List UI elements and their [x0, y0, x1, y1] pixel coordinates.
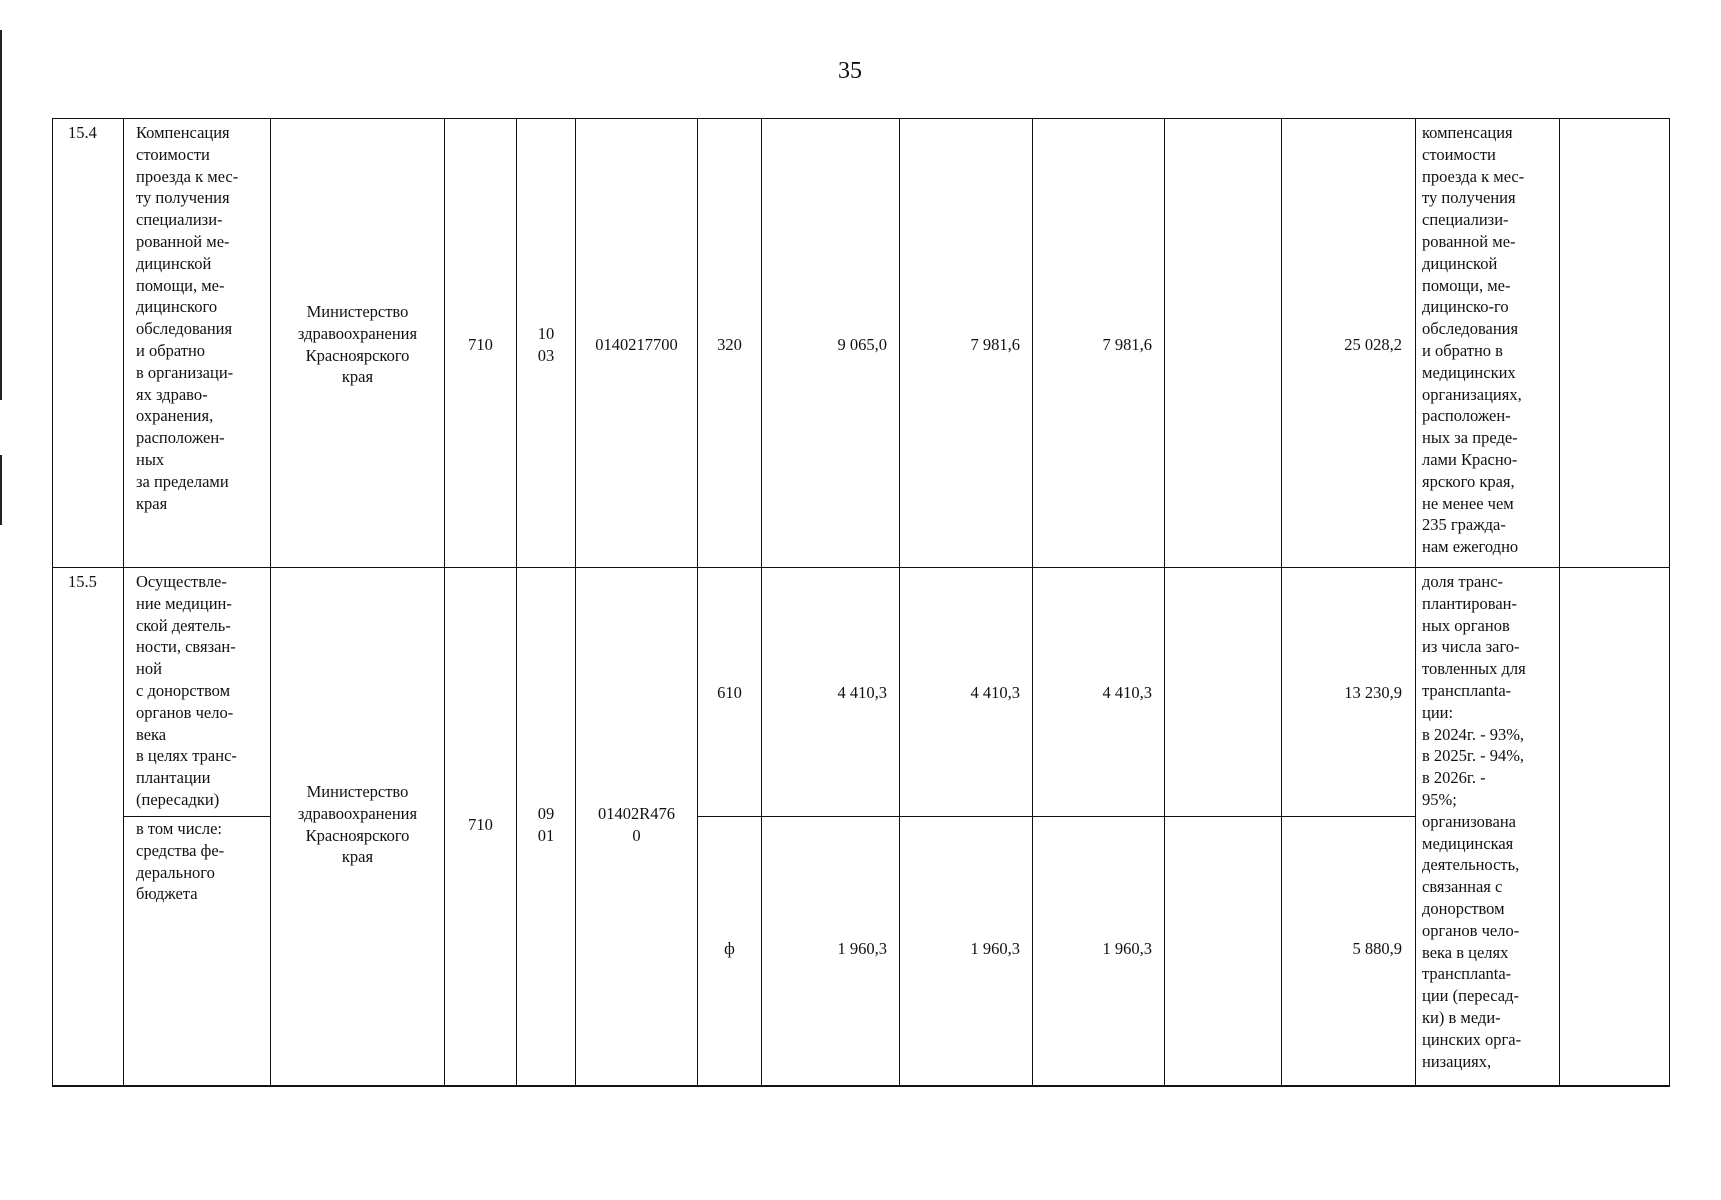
measure-name — [136, 122, 268, 514]
cell-text-line: (пересадки) — [136, 789, 220, 809]
col-border — [270, 118, 271, 1086]
cell-text-line: специализи- — [136, 210, 223, 230]
cell-text-line: Красноярского — [305, 825, 410, 845]
col-border — [575, 118, 576, 1086]
cell-text-line: рованной ме- — [136, 231, 230, 251]
vr-code: 320 — [717, 335, 742, 354]
cell-text-line: деятельность, — [1422, 855, 1520, 875]
cell-text-line: компенсация — [1422, 123, 1513, 142]
cell-text-line: рованной ме- — [1422, 231, 1516, 251]
cell-text-line: 09 — [537, 804, 555, 823]
cell-text-line: трансплanta- — [1422, 680, 1512, 700]
cell-text-line: помощи, ме- — [1422, 275, 1511, 295]
cell-text-line: в том числе: — [136, 819, 223, 838]
cell-text-line: дицинско-го — [1422, 297, 1509, 317]
cell-text-line: за пределами — [136, 471, 229, 491]
expected-result — [1422, 571, 1559, 1084]
cell-text-line: товленных для — [1422, 659, 1526, 679]
rzpr-code — [517, 323, 575, 367]
cell-text-line: ту получения — [1422, 188, 1516, 208]
cell-text-line: ных — [136, 449, 165, 469]
scan-edge — [0, 455, 2, 525]
cell-text-line: низациях, — [1422, 1051, 1492, 1071]
cell-text-line: дицинской — [1422, 253, 1498, 273]
cell-text-line: ние медицин- — [136, 593, 232, 613]
cell-text-line: в 2025г. - 94%, — [1422, 746, 1525, 766]
cell-text-line: ях здраво- — [136, 384, 208, 404]
cell-text-line: и обратно в — [1422, 340, 1503, 360]
cell-text-line: века — [136, 724, 167, 744]
measure-sub-name — [136, 818, 268, 905]
col-border — [1415, 118, 1416, 1086]
cell-text-line: 10 — [537, 324, 555, 343]
cell-text-line: медицинских — [1422, 362, 1516, 382]
cell-text-line: края — [341, 847, 374, 867]
scan-edge — [0, 30, 2, 400]
ministry — [271, 301, 444, 388]
sub-value-2024: 1 960,3 — [837, 939, 887, 958]
value-2026: 4 410,3 — [1102, 683, 1152, 702]
cell-text-line: века в целях — [1422, 942, 1509, 962]
cell-text-line: в целях транс- — [136, 746, 237, 766]
col-border — [52, 118, 53, 1086]
cell-text-line: специализи- — [1422, 210, 1509, 230]
cell-text-line: в 2024г. - 93%, — [1422, 724, 1525, 744]
value-2025: 7 981,6 — [970, 335, 1020, 354]
cell-text-line: органов чело- — [1422, 920, 1520, 940]
cell-text-line: 01 — [537, 825, 555, 845]
col-border — [123, 118, 124, 1086]
row-number: 15.4 — [68, 123, 97, 142]
cell-text-line: ярского края, — [1422, 471, 1515, 491]
cell-text-line: плантации — [136, 768, 211, 788]
cell-text-line: организациях, — [1422, 384, 1522, 404]
cell-text-line: дицинской — [136, 253, 212, 273]
cell-text-line: Осуществле- — [136, 572, 227, 591]
cell-text-line: донорством — [1422, 898, 1505, 918]
cell-text-line: обследования — [136, 319, 233, 339]
measure-name — [136, 571, 268, 811]
csr-code: 0140217700 — [595, 335, 678, 354]
vr-code: 610 — [717, 683, 742, 702]
value-2024: 4 410,3 — [837, 683, 887, 702]
ministry — [271, 781, 444, 868]
cell-text-line: здравоохранения — [297, 323, 418, 343]
sub-value-2025: 1 960,3 — [970, 939, 1020, 958]
rzpr-code — [517, 803, 575, 847]
cell-text-line: в организаци- — [136, 362, 234, 382]
cell-text-line: дерального — [136, 862, 215, 882]
row-separator — [52, 567, 1670, 568]
cell-text-line: 235 гражда- — [1422, 515, 1506, 535]
cell-text-line: здравоохранения — [297, 803, 418, 823]
col-border — [1559, 118, 1560, 1086]
col-border — [1669, 118, 1670, 1086]
cell-text-line: плантирован- — [1422, 593, 1517, 613]
cell-text-line: стоимости — [136, 144, 210, 164]
cell-text-line: ту получения — [136, 188, 230, 208]
cell-text-line: 0 — [632, 825, 641, 845]
sub-value-total: 5 880,9 — [1352, 939, 1402, 958]
cell-text-line: из числа заго- — [1422, 637, 1520, 657]
cell-text-line: ции: — [1422, 702, 1454, 722]
cell-text-line: Министерство — [306, 782, 409, 801]
table-border-bottom — [52, 1085, 1670, 1087]
cell-text-line: не менее чем — [1422, 493, 1514, 513]
cell-text-line: охранения, — [136, 406, 214, 426]
cell-text-line: ки) в меди- — [1422, 1007, 1501, 1027]
cell-text-line: лами Красно- — [1422, 449, 1518, 469]
cell-text-line: расположен- — [1422, 406, 1511, 426]
value-total: 13 230,9 — [1344, 683, 1402, 702]
cell-text-line: края — [341, 367, 374, 387]
row-number: 15.5 — [68, 572, 97, 591]
expected-result — [1422, 122, 1559, 566]
value-2026: 7 981,6 — [1102, 335, 1152, 354]
cell-text-line: проезда к мес- — [136, 166, 239, 186]
cell-text-line: организована — [1422, 811, 1516, 831]
cell-text-line: медицинская — [1422, 833, 1514, 853]
cell-text-line: края — [136, 493, 168, 513]
cell-text-line: ской деятель- — [136, 615, 231, 635]
value-total: 25 028,2 — [1344, 335, 1402, 354]
csr-code — [576, 803, 697, 847]
cell-text-line: с донорством — [136, 680, 231, 700]
cell-text-line: цинских орга- — [1422, 1029, 1522, 1049]
col-border — [516, 118, 517, 1086]
cell-text-line: проезда к мес- — [1422, 166, 1525, 186]
cell-text-line: стоимости — [1422, 144, 1496, 164]
cell-text-line: ных органов — [1422, 615, 1510, 635]
table-border-top — [52, 118, 1670, 119]
cell-text-line: бюджета — [136, 884, 198, 904]
sub-value-2026: 1 960,3 — [1102, 939, 1152, 958]
cell-text-line: нам ежегодно — [1422, 537, 1519, 557]
grbs-code: 710 — [468, 335, 493, 354]
cell-text-line: Компенсация — [136, 123, 230, 142]
grbs-code: 710 — [468, 815, 493, 834]
sub-vr-code: ф — [724, 939, 735, 958]
value-2025: 4 410,3 — [970, 683, 1020, 702]
cell-text-line: и обратно — [136, 340, 206, 360]
sub-row-separator — [697, 816, 1415, 817]
cell-text-line: помощи, ме- — [136, 275, 225, 295]
cell-text-line: Министерство — [306, 302, 409, 321]
cell-text-line: расположен- — [136, 428, 225, 448]
page-number: 35 — [838, 58, 862, 84]
cell-text-line: обследования — [1422, 319, 1519, 339]
cell-text-line: дицинского — [136, 297, 218, 317]
cell-text-line: 95%; — [1422, 789, 1457, 809]
cell-text-line: органов чело- — [136, 702, 234, 722]
col-border — [444, 118, 445, 1086]
cell-text-line: ности, связан- — [136, 637, 236, 657]
cell-text-line: 01402R476 — [597, 804, 675, 823]
cell-text-line: ной — [136, 659, 162, 679]
cell-text-line: 03 — [537, 345, 555, 365]
cell-text-line: ции (пересад- — [1422, 986, 1519, 1006]
col-border — [1164, 118, 1165, 1086]
cell-text-line: ных за преде- — [1422, 428, 1518, 448]
cell-text-line: трансплanta- — [1422, 964, 1512, 984]
sub-row-separator — [123, 816, 270, 817]
cell-text-line: в 2026г. - — [1422, 768, 1486, 788]
cell-text-line: доля транс- — [1422, 572, 1504, 591]
value-2024: 9 065,0 — [837, 335, 887, 354]
cell-text-line: Красноярского — [305, 345, 410, 365]
cell-text-line: средства фе- — [136, 840, 225, 860]
cell-text-line: связанная с — [1422, 877, 1503, 897]
